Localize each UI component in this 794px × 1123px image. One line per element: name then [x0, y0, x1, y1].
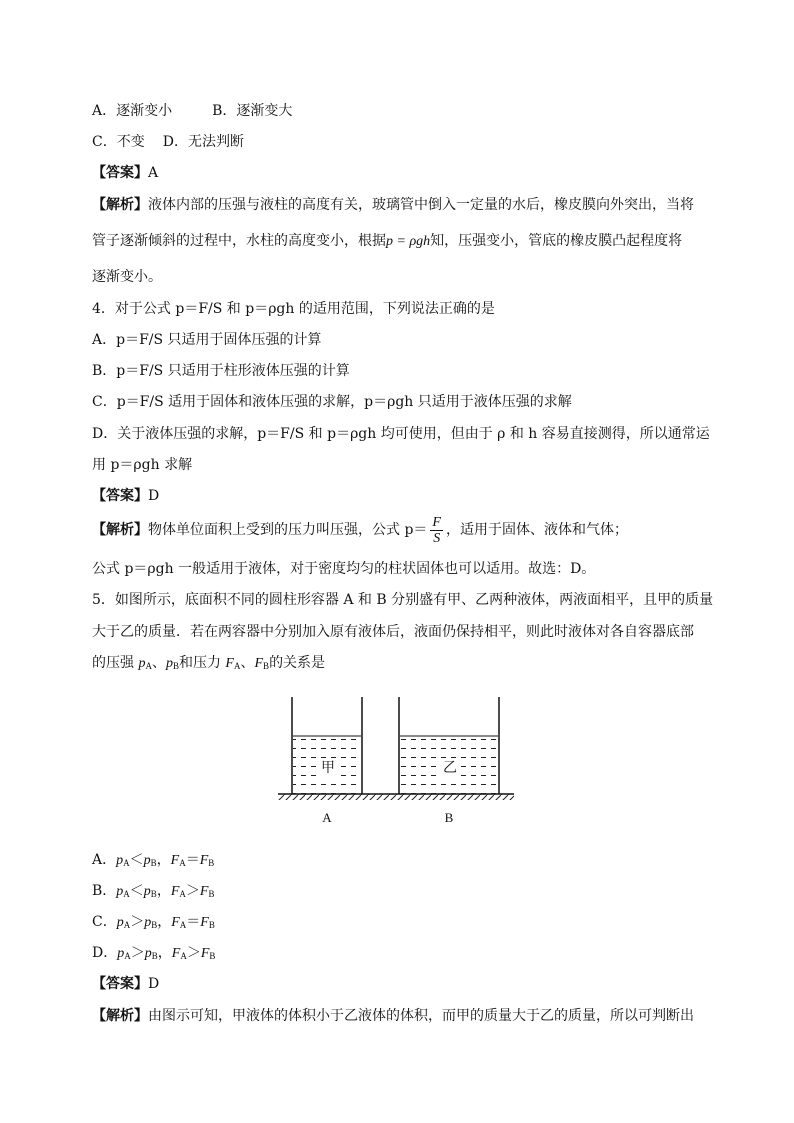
q5-answer-label: 【答案】	[92, 976, 148, 992]
q3-option-d: D．无法判断	[162, 134, 244, 150]
q5-analysis-line1: 【解析】由图示可知，甲液体的体积小于乙液体的体积，而甲的质量大于乙的质量，所以可判断出	[92, 1008, 694, 1024]
container-b-label: B	[444, 810, 454, 825]
q4-option-d-line2: 用 p＝ρgh 求解	[92, 457, 193, 473]
q3-option-c: C．不变	[92, 134, 145, 150]
q4-analysis-label: 【解析】	[92, 522, 148, 538]
q3-option-a: A．逐渐变小	[92, 103, 173, 119]
q3-options-row2	[92, 133, 244, 151]
q5-option-d: D．$p_A>p_B$，$F_A>F_B$	[92, 945, 216, 961]
q5-answer-value: D	[148, 976, 160, 992]
q3-analysis-line3: 逐渐变小。	[92, 269, 162, 285]
q3-formula: p = ρgh	[386, 234, 431, 249]
sym-pb: $p_B$	[165, 656, 179, 671]
q3-analysis-label: 【解析】	[92, 197, 148, 213]
q4-analysis-line2: 公式 p＝ρgh 一般适用于液体，对于密度均匀的柱状固体也可以适用。故选：D。	[92, 561, 596, 577]
fraction-f-over-s: $\frac{F}{S}$	[432, 514, 441, 546]
q4-analysis-line1: 【解析】物体单位面积上受到的压力叫压强，公式 p＝ $\frac{F}{S}$ ，适用于固体、液体和气体；	[92, 514, 628, 546]
ground-hatch	[278, 794, 514, 800]
q3-answer-value: A	[148, 165, 159, 181]
q5-stem-line2: 大于乙的质量．若在两容器中分别加入原有液体后，液面仍保持相平，则此时液体对各自容器底部	[92, 624, 694, 640]
q3-options-row1	[92, 102, 292, 120]
sym-fb: $F_B$	[254, 656, 270, 671]
container-a-label: A	[322, 810, 332, 825]
q4-option-c: C．p＝F/S 适用于固体和液体压强的求解，p＝ρgh 只适用于液体压强的求解	[92, 394, 572, 410]
containers-figure	[270, 690, 520, 830]
q4-answer	[92, 487, 159, 505]
q3-analysis-line1: 【解析】液体内部的压强与液柱的高度有关，玻璃管中倒入一定量的水后，橡皮膜向外突出，当将	[92, 197, 694, 213]
q5-option-b: B．$p_A<p_B$，$F_A>F_B$	[92, 883, 215, 899]
sym-pa: $p_A$	[138, 656, 152, 671]
sym-fa: $F_A$	[225, 656, 241, 671]
q5-analysis-label: 【解析】	[92, 1008, 148, 1024]
q4-option-d-line1: D．关于液体压强的求解，p＝F/S 和 p＝ρgh 均可使用，但由于 ρ 和 h 容易直接测得，所以通常运	[92, 426, 710, 442]
q5-option-c: C．$p_A>p_B$，$F_A=F_B$	[92, 914, 215, 930]
liquid-a-label: 甲	[321, 761, 335, 776]
q4-answer-value: D	[148, 488, 160, 504]
q3-analysis-line2: 管子逐渐倾斜的过程中，水柱的高度变小，根据p = ρgh知，压强变小，管底的橡皮膜凸起程度将	[92, 233, 683, 249]
q5-option-a: A．$p_A<p_B$，$F_A=F_B$	[92, 852, 215, 868]
q5-stem-line1: 5．如图所示，底面积不同的圆柱形容器 A 和 B 分别盛有甲、乙两种液体，两液面相平，且甲的质量	[92, 592, 714, 608]
q3-option-b: B．逐渐变大	[212, 103, 293, 119]
q4-option-b: B．p＝F/S 只适用于柱形液体压强的计算	[92, 363, 350, 379]
q4-option-a: A．p＝F/S 只适用于固体压强的计算	[92, 332, 322, 348]
q5-answer	[92, 975, 159, 993]
q4-stem: 4．对于公式 p＝F/S 和 p＝ρgh 的适用范围，下列说法正确的是	[92, 301, 495, 317]
q5-stem-line3: 的压强 $p_A$、$p_B$和压力 $F_A$、$F_B$的关系是	[92, 655, 326, 671]
liquid-b-label: 乙	[443, 761, 457, 776]
q4-answer-label: 【答案】	[92, 488, 148, 504]
q3-answer-label: 【答案】	[92, 165, 148, 181]
q3-answer	[92, 164, 158, 182]
